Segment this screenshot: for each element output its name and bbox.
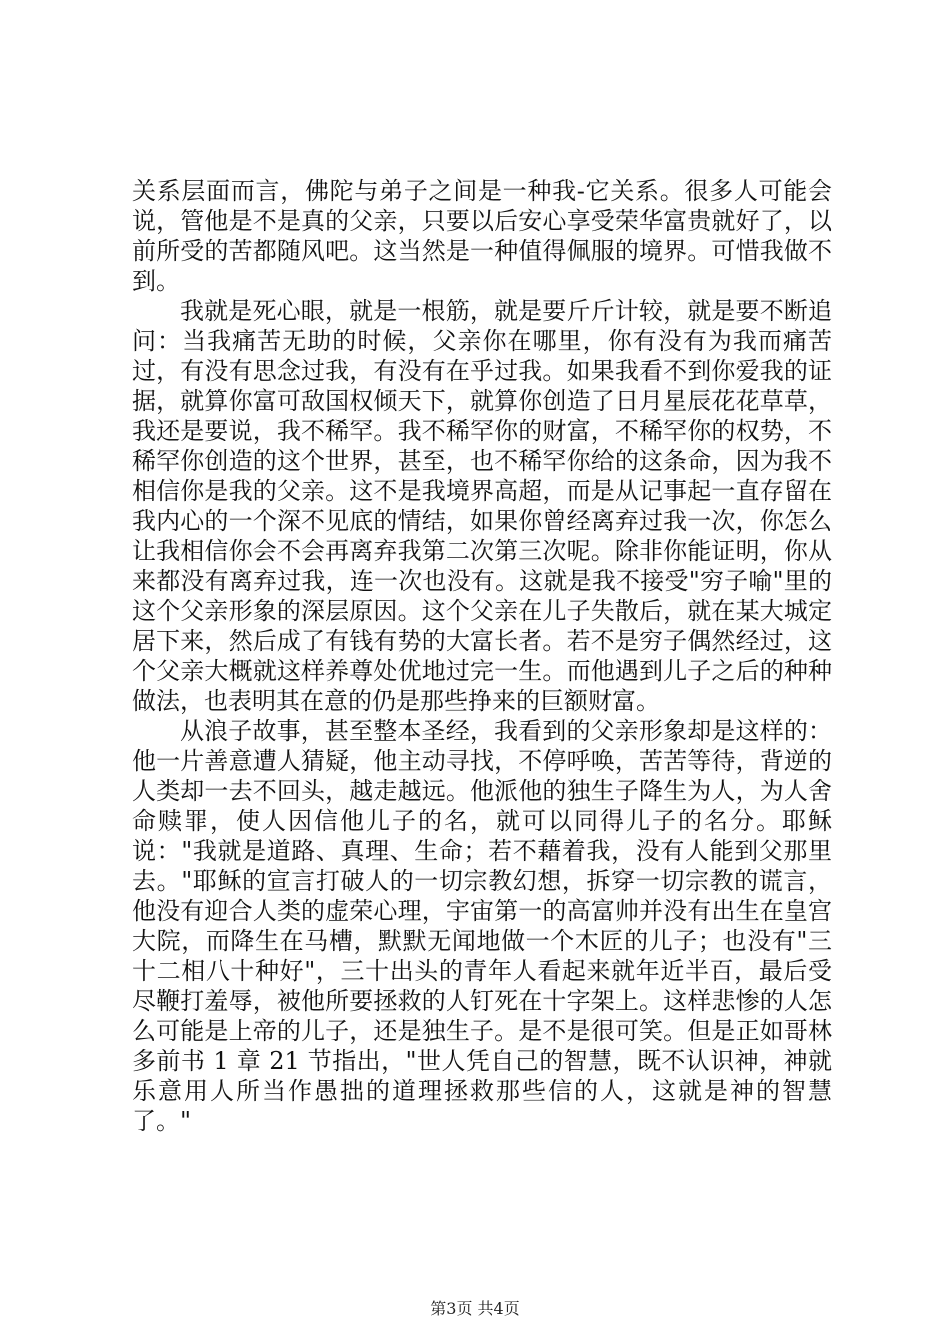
page-footer: 第3页 共4页 bbox=[430, 1299, 520, 1318]
body-text bbox=[132, 176, 832, 1136]
paragraph-1: 关系层面而言，佛陀与弟子之间是一种我-它关系。很多人可能会说，管他是不是真的父亲，只要以后安心享受荣华富贵就好了，以前所受的苦都随风吧。这当然是一种值得佩服的境界。可惜我做不到。 bbox=[132, 177, 832, 295]
paragraph-2: 我就是死心眼，就是一根筋，就是要斤斤计较，就是要不断追问：当我痛苦无助的时候，父亲你在哪里，你有没有为我而痛苦过，有没有思念过我，有没有在乎过我。如果我看不到你爱我的证据，就算你富可敌国权倾天下，就算你创造了日月星辰花花草草，我还是要说，我不稀罕。我不稀罕你的财富，不稀罕你的权势，不稀罕你创造的这个世界，甚至，也不稀罕你给的这条命，因为我不相信你是我的父亲。这不是我境界高超，而是从记事起一直存留在我内心的一个深不见底的情结，如果你曾经离弃过我一次，你怎么让我相信你会不会再离弃我第二次第三次呢。除非你能证明，你从来都没有离弃过我，连一次也没有。这就是我不接受"穷子喻"里的这个父亲形象的深层原因。这个父亲在儿子失散后，就在某大城定居下来，然后成了有钱有势的大富长者。若不是穷子偶然经过，这个父亲大概就这样养尊处优地过完一生。而他遇到儿子之后的种种做法，也表明其在意的仍是那些挣来的巨额财富。 bbox=[132, 297, 832, 715]
paragraph-3: 从浪子故事，甚至整本圣经，我看到的父亲形象却是这样的：他一片善意遭人猜疑，他主动寻找，不停呼唤，苦苦等待，背逆的人类却一去不回头，越走越远。他派他的独生子降生为人，为人舍命赎罪，使人因信他儿子的名，就可以同得儿子的名分。耶稣说："我就是道路、真理、生命；若不藉着我，没有人能到父那里去。"耶稣的宣言打破人的一切宗教幻想，拆穿一切宗教的谎言，他没有迎合人类的虚荣心理，宇宙第一的高富帅并没有出生在皇宫大院，而降生在马槽，默默无闻地做一个木匠的儿子；也没有"三十二相八十种好"，三十出头的青年人看起来就年近半百，最后受尽鞭打羞辱，被他所要拯救的人钉死在十字架上。这样悲惨的人怎么可能是上帝的儿子，还是独生子。是不是很可笑。但是正如哥林多前书 1 章 21 节指出，"世人凭自己的智慧，既不认识神，神就乐意用人所当作愚拙的道理拯救那些信的人，这就是神的智慧了。" bbox=[132, 717, 832, 1135]
